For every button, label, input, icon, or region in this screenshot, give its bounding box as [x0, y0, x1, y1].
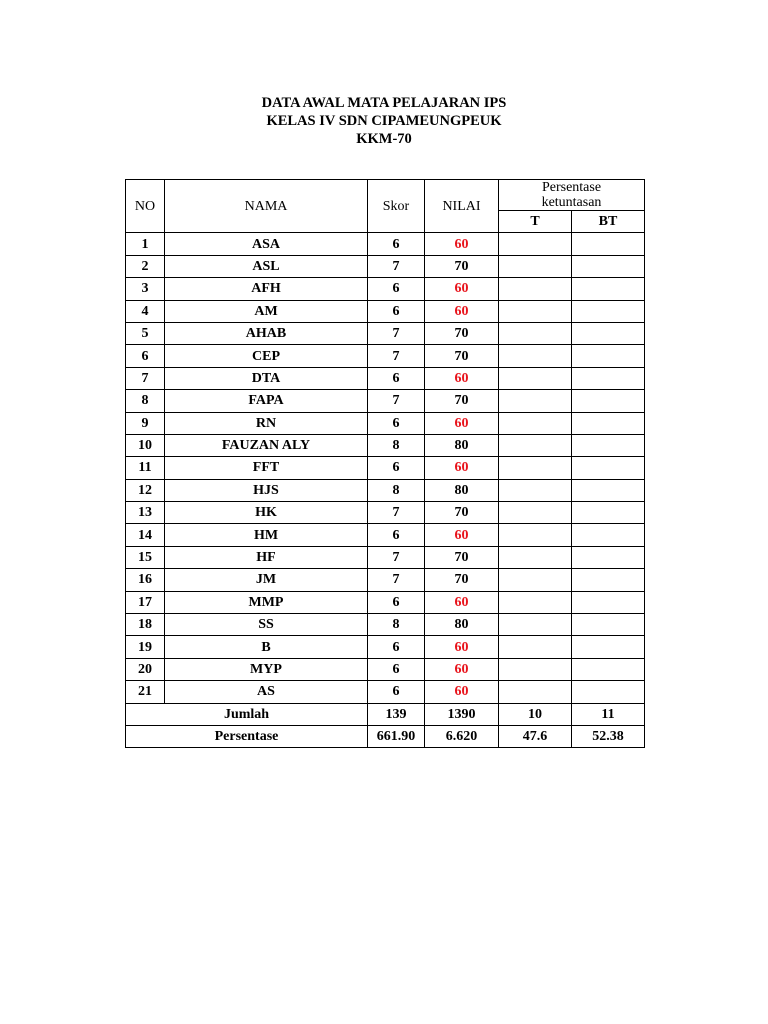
header-nama: NAMA: [165, 180, 368, 233]
cell-skor: 6: [368, 636, 425, 658]
cell-nilai: 80: [425, 479, 499, 501]
cell-skor: 6: [368, 457, 425, 479]
cell-t: [499, 233, 572, 255]
cell-t: [499, 546, 572, 568]
table-row: [126, 322, 645, 344]
cell-nilai: 70: [425, 322, 499, 344]
table-row: [126, 367, 645, 389]
header-t: T: [499, 211, 572, 233]
cell-nama: CEP: [165, 345, 368, 367]
jumlah-row: [126, 703, 645, 725]
cell-skor: 6: [368, 658, 425, 680]
cell-bt: [572, 322, 645, 344]
header-row: [126, 180, 645, 211]
cell-bt: [572, 255, 645, 277]
table-row: [126, 681, 645, 703]
cell-nilai: 60: [425, 457, 499, 479]
cell-skor: 7: [368, 546, 425, 568]
jumlah-nilai: 1390: [425, 703, 499, 725]
cell-bt: [572, 546, 645, 568]
cell-t: [499, 434, 572, 456]
cell-nilai: 60: [425, 658, 499, 680]
cell-skor: 7: [368, 569, 425, 591]
cell-skor: 6: [368, 591, 425, 613]
persentase-nilai: 6.620: [425, 725, 499, 747]
cell-nama: ASA: [165, 233, 368, 255]
cell-skor: 8: [368, 479, 425, 501]
header-nilai: NILAI: [425, 180, 499, 233]
cell-bt: [572, 681, 645, 703]
header-no: NO: [126, 180, 165, 233]
table-row: [126, 345, 645, 367]
score-table: [125, 179, 645, 748]
cell-nama: AM: [165, 300, 368, 322]
cell-nilai: 70: [425, 546, 499, 568]
cell-nilai: 60: [425, 591, 499, 613]
cell-bt: [572, 479, 645, 501]
cell-t: [499, 614, 572, 636]
cell-t: [499, 300, 572, 322]
table-row: [126, 278, 645, 300]
cell-skor: 6: [368, 524, 425, 546]
cell-nilai: 70: [425, 255, 499, 277]
cell-skor: 7: [368, 255, 425, 277]
cell-skor: 6: [368, 367, 425, 389]
cell-skor: 6: [368, 278, 425, 300]
cell-nilai: 70: [425, 569, 499, 591]
cell-no: 20: [126, 658, 165, 680]
table-row: [126, 591, 645, 613]
cell-nilai: 60: [425, 300, 499, 322]
table-row: [126, 233, 645, 255]
cell-nama: FAUZAN ALY: [165, 434, 368, 456]
cell-no: 13: [126, 502, 165, 524]
cell-no: 5: [126, 322, 165, 344]
header-persentase-ketuntasan: [499, 180, 645, 211]
table-row: [126, 658, 645, 680]
cell-skor: 8: [368, 434, 425, 456]
cell-t: [499, 412, 572, 434]
cell-no: 19: [126, 636, 165, 658]
document-title-line-1: DATA AWAL MATA PELAJARAN IPS: [261, 95, 507, 111]
jumlah-skor: 139: [368, 703, 425, 725]
cell-nama: SS: [165, 614, 368, 636]
table-row: [126, 390, 645, 412]
cell-no: 8: [126, 390, 165, 412]
cell-nilai: 60: [425, 681, 499, 703]
cell-no: 12: [126, 479, 165, 501]
cell-bt: [572, 300, 645, 322]
cell-no: 17: [126, 591, 165, 613]
cell-t: [499, 255, 572, 277]
cell-no: 16: [126, 569, 165, 591]
cell-nama: B: [165, 636, 368, 658]
cell-bt: [572, 434, 645, 456]
cell-skor: 7: [368, 345, 425, 367]
cell-no: 1: [126, 233, 165, 255]
table-row: [126, 636, 645, 658]
cell-nama: FAPA: [165, 390, 368, 412]
cell-nama: HM: [165, 524, 368, 546]
document-title-line-2: KELAS IV SDN CIPAMEUNGPEUK: [266, 113, 502, 129]
cell-nilai: 60: [425, 636, 499, 658]
cell-nama: ASL: [165, 255, 368, 277]
cell-bt: [572, 569, 645, 591]
cell-bt: [572, 591, 645, 613]
table-row: [126, 524, 645, 546]
cell-bt: [572, 524, 645, 546]
cell-t: [499, 322, 572, 344]
cell-t: [499, 502, 572, 524]
cell-no: 21: [126, 681, 165, 703]
header-persentase-line-2: ketuntasan: [541, 195, 602, 210]
cell-nama: AHAB: [165, 322, 368, 344]
cell-skor: 6: [368, 233, 425, 255]
header-persentase-line-1: Persentase: [541, 180, 602, 195]
cell-t: [499, 457, 572, 479]
cell-skor: 7: [368, 390, 425, 412]
cell-bt: [572, 658, 645, 680]
cell-skor: 8: [368, 614, 425, 636]
cell-no: 9: [126, 412, 165, 434]
cell-nama: RN: [165, 412, 368, 434]
table-row: [126, 434, 645, 456]
table-row: [126, 412, 645, 434]
cell-nama: JM: [165, 569, 368, 591]
cell-bt: [572, 636, 645, 658]
cell-t: [499, 479, 572, 501]
cell-no: 7: [126, 367, 165, 389]
persentase-skor: 661.90: [368, 725, 425, 747]
cell-t: [499, 658, 572, 680]
cell-t: [499, 390, 572, 412]
cell-bt: [572, 457, 645, 479]
cell-skor: 7: [368, 502, 425, 524]
cell-no: 3: [126, 278, 165, 300]
cell-skor: 6: [368, 681, 425, 703]
cell-bt: [572, 412, 645, 434]
table-row: [126, 546, 645, 568]
cell-bt: [572, 233, 645, 255]
document-title-line-3: KKM-70: [356, 131, 412, 147]
cell-nilai: 70: [425, 390, 499, 412]
persentase-row: [126, 725, 645, 747]
cell-nama: MYP: [165, 658, 368, 680]
persentase-label: Persentase: [126, 725, 368, 747]
cell-t: [499, 345, 572, 367]
table-row: [126, 614, 645, 636]
cell-no: 11: [126, 457, 165, 479]
cell-no: 4: [126, 300, 165, 322]
cell-t: [499, 367, 572, 389]
cell-t: [499, 636, 572, 658]
cell-nilai: 60: [425, 233, 499, 255]
persentase-bt: 52.38: [572, 725, 645, 747]
cell-nama: MMP: [165, 591, 368, 613]
cell-nilai: 70: [425, 345, 499, 367]
cell-nilai: 60: [425, 524, 499, 546]
header-bt: BT: [572, 211, 645, 233]
cell-nama: HJS: [165, 479, 368, 501]
cell-nilai: 60: [425, 278, 499, 300]
cell-no: 18: [126, 614, 165, 636]
cell-no: 10: [126, 434, 165, 456]
table-row: [126, 569, 645, 591]
table-row: [126, 255, 645, 277]
cell-skor: 7: [368, 322, 425, 344]
cell-t: [499, 524, 572, 546]
cell-nilai: 80: [425, 434, 499, 456]
cell-nilai: 60: [425, 412, 499, 434]
cell-skor: 6: [368, 412, 425, 434]
cell-nilai: 60: [425, 367, 499, 389]
cell-no: 6: [126, 345, 165, 367]
cell-bt: [572, 278, 645, 300]
cell-nama: AFH: [165, 278, 368, 300]
cell-t: [499, 278, 572, 300]
cell-nilai: 80: [425, 614, 499, 636]
cell-bt: [572, 367, 645, 389]
cell-nama: HK: [165, 502, 368, 524]
cell-nilai: 70: [425, 502, 499, 524]
header-skor: Skor: [368, 180, 425, 233]
cell-t: [499, 569, 572, 591]
cell-t: [499, 591, 572, 613]
cell-skor: 6: [368, 300, 425, 322]
cell-nama: AS: [165, 681, 368, 703]
jumlah-bt: 11: [572, 703, 645, 725]
jumlah-t: 10: [499, 703, 572, 725]
cell-bt: [572, 614, 645, 636]
cell-bt: [572, 502, 645, 524]
cell-nama: HF: [165, 546, 368, 568]
table-row: [126, 300, 645, 322]
cell-no: 14: [126, 524, 165, 546]
table-row: [126, 479, 645, 501]
cell-no: 15: [126, 546, 165, 568]
cell-bt: [572, 390, 645, 412]
table-row: [126, 457, 645, 479]
cell-nama: DTA: [165, 367, 368, 389]
cell-bt: [572, 345, 645, 367]
persentase-t: 47.6: [499, 725, 572, 747]
cell-no: 2: [126, 255, 165, 277]
cell-nama: FFT: [165, 457, 368, 479]
table-row: [126, 502, 645, 524]
cell-t: [499, 681, 572, 703]
jumlah-label: Jumlah: [126, 703, 368, 725]
